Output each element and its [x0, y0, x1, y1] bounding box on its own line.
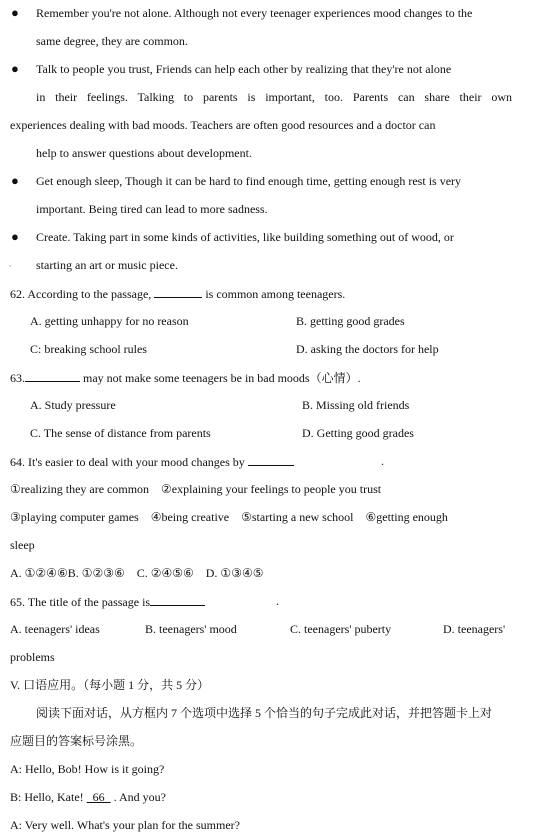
- option-62-c: C: breaking school rules: [30, 342, 147, 356]
- option-63-a: A. Study pressure: [30, 398, 116, 412]
- section-v-heading: V. 口语应用。（每小题 1 分，共 5 分）: [10, 678, 210, 692]
- dialogue-line-1: A: Hello, Bob! How is it going?: [10, 762, 165, 776]
- question-62-suffix: is common among teenagers.: [205, 287, 346, 301]
- question-62-prefix: 62. According to the passage,: [10, 287, 152, 301]
- option-62-b: B. getting good grades: [296, 314, 405, 328]
- answer-blank: [154, 287, 202, 298]
- answer-blank: [248, 455, 294, 466]
- question-63-number: 63.: [10, 371, 25, 385]
- question-65-prefix: 65. The title of the passage is: [10, 595, 151, 609]
- question-63-suffix: may not make some teenagers be in bad moods（心情）.: [83, 371, 361, 385]
- bullet-icon: ●: [11, 5, 19, 20]
- option-65-b: B. teenagers' mood: [145, 622, 237, 636]
- question-64-items-1: ①realizing they are common ②explaining your feelings to people you trust: [10, 482, 382, 496]
- dialogue-line-2-prefix: B: Hello, Kate!: [10, 790, 84, 804]
- question-63: [10, 371, 361, 384]
- question-65-trail: .: [276, 594, 279, 608]
- option-62-a: A. getting unhappy for no reason: [30, 314, 189, 328]
- question-64-trail: .: [381, 454, 384, 468]
- option-65-d-cont: problems: [10, 650, 55, 664]
- tip-1-line-1: Remember you're not alone. Although not every teenager experiences mood changes to the: [36, 6, 473, 20]
- answer-blank: [25, 371, 80, 382]
- dialogue-line-2: [10, 791, 166, 803]
- option-65-d: D. teenagers': [443, 622, 506, 636]
- tip-2-line-3: experiences dealing with bad moods. Teachers are often good resources and a doctor can: [10, 118, 436, 132]
- tip-1-line-2: same degree, they are common.: [36, 34, 188, 48]
- question-65: [10, 595, 205, 608]
- question-64-answers: A. ①②④⑥B. ①②③⑥ C. ②④⑤⑥ D. ①③④⑤: [10, 566, 264, 580]
- tip-2-line-4: help to answer questions about development.: [36, 146, 252, 160]
- question-62: [10, 287, 345, 300]
- question-64-items-3: sleep: [10, 538, 35, 552]
- section-v-instruction-1: 阅读下面对话，从方框内 7 个选项中选择 5 个恰当的句子完成此对话，并把答题卡上对: [36, 706, 493, 720]
- bullet-icon: ●: [11, 173, 19, 188]
- scan-speck: [9, 265, 11, 267]
- tip-4-line-1: Create. Taking part in some kinds of activities, like building something out of wood, or: [36, 230, 454, 244]
- dialogue-line-3: A: Very well. What's your plan for the summer?: [10, 818, 240, 832]
- option-62-d: D. asking the doctors for help: [296, 342, 439, 356]
- bullet-icon: ●: [11, 229, 19, 244]
- option-65-a: A. teenagers' ideas: [10, 622, 100, 636]
- answer-blank: [150, 595, 205, 606]
- question-64-prefix: 64. It's easier to deal with your mood changes by: [10, 455, 245, 469]
- section-v-instruction-2: 应题目的答案标号涂黑。: [10, 734, 143, 748]
- option-65-c: C. teenagers' puberty: [290, 622, 392, 636]
- tip-2-line-2: in their feelings. Talking to parents is important, too. Parents can share their own: [36, 90, 512, 104]
- question-64: [10, 455, 294, 468]
- bullet-icon: ●: [11, 61, 19, 76]
- option-63-d: D. Getting good grades: [302, 426, 414, 440]
- option-63-b: B. Missing old friends: [302, 398, 410, 412]
- question-64-items-2: ③playing computer games ④being creative ⑤starting a new school ⑥getting enough: [10, 510, 448, 524]
- option-63-c: C. The sense of distance from parents: [30, 426, 211, 440]
- tip-3-line-1: Get enough sleep, Though it can be hard to find enough time, getting enough rest is very: [36, 174, 462, 188]
- dialogue-blank-66: 66: [92, 790, 105, 804]
- tip-3-line-2: important. Being tired can lead to more sadness.: [36, 202, 268, 216]
- tip-4-line-2: starting an art or music piece.: [36, 258, 178, 272]
- tip-2-line-1: Talk to people you trust, Friends can help each other by realizing that they're not alone: [36, 62, 452, 76]
- dialogue-line-2-suffix: . And you?: [113, 790, 166, 804]
